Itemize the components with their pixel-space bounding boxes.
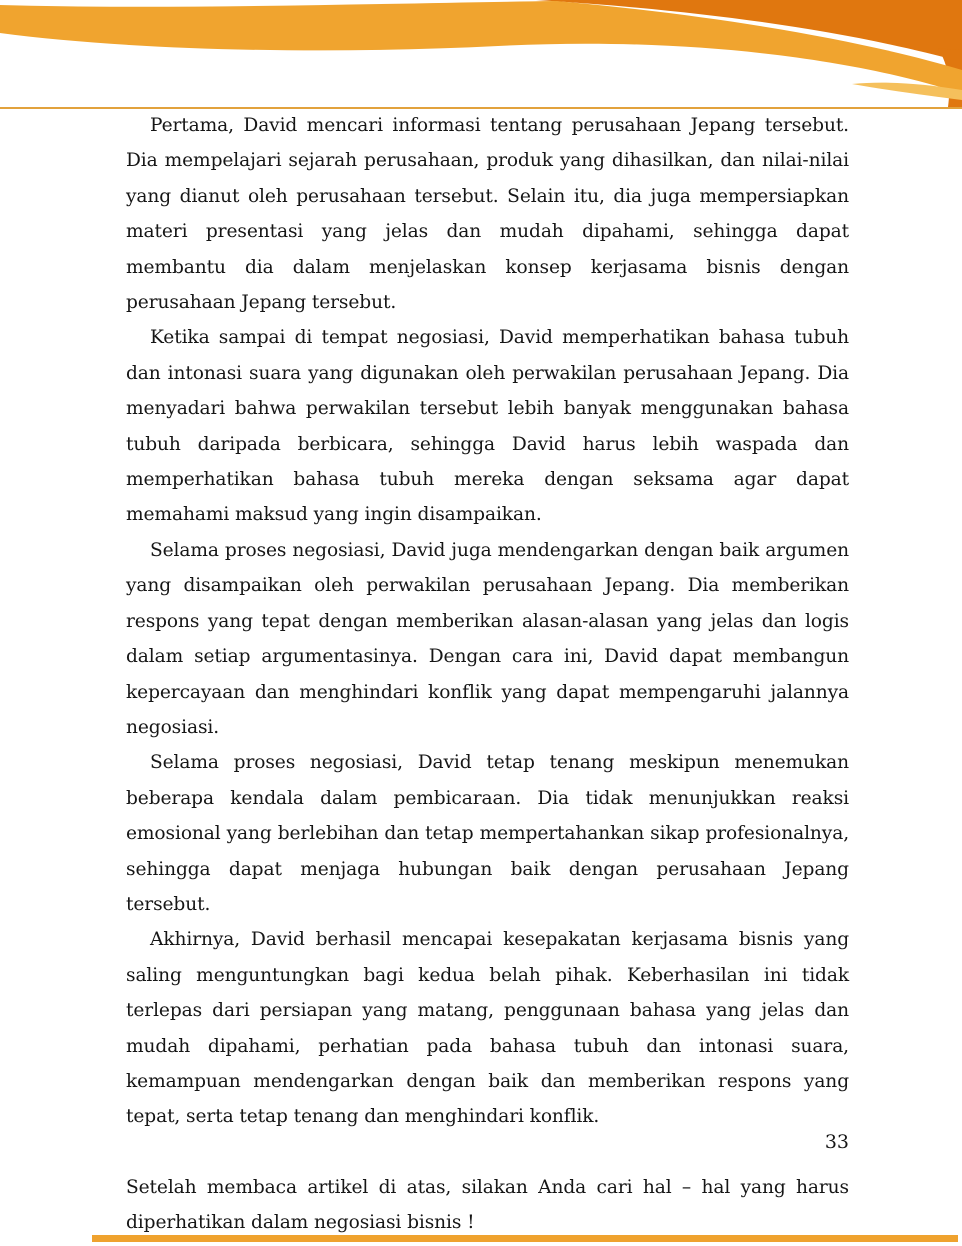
paragraph: Selama proses negosiasi, David juga mendengarkan dengan baik argumen yang disampaikan oleh perwakilan perusahaan Jepang. Dia memberikan respons yang tepat dengan memberikan alasan-alasan yang jelas dan logis dalam setiap argumentasinya. Dengan cara ini, David dapat membangun kepercayaan dan menghindari konflik yang dapat mempengaruhi jalannya negosiasi. [126, 539, 849, 738]
closing-instruction: Setelah membaca artikel di atas, silakan Anda cari hal – hal yang harus diperhatikan dalam negosiasi bisnis ! [126, 1176, 849, 1234]
page-number: 33 [824, 1131, 849, 1153]
paragraph: Ketika sampai di tempat negosiasi, David memperhatikan bahasa tubuh dan intonasi suara yang digunakan oleh perwakilan perusahaan Jepang. Dia menyadari bahwa perwakilan tersebut lebih banyak menggunakan bahasa tubuh daripada berbicara, sehingga David harus lebih waspada dan memperhatikan bahasa tubuh mereka dengan seksama agar dapat memahami maksud yang ingin disampaikan. [126, 327, 849, 526]
paragraph: Selama proses negosiasi, David tetap tenang meskipun menemukan beberapa kendala dalam pembicaraan. Dia tidak menunjukkan reaksi emosional yang berlebihan dan tetap mempertahankan sikap profesionalnya, sehingga dapat menjaga hubungan baik dengan perusahaan Jepang tersebut. [126, 752, 849, 915]
article-body [126, 108, 849, 1241]
footer-bar [92, 1235, 958, 1242]
paragraph: Akhirnya, David berhasil mencapai kesepakatan kerjasama bisnis yang saling menguntungkan bagi kedua belah pihak. Keberhasilan ini tidak terlepas dari persiapan yang matang, penggunaan bahasa yang jelas dan mudah dipahami, perhatian pada bahasa tubuh dan intonasi suara, kemampuan mendengarkan dengan baik dan memberikan respons yang tepat, serta tetap tenang dan menghindari konflik. [126, 929, 849, 1128]
paragraph: Pertama, David mencari informasi tentang perusahaan Jepang tersebut. Dia mempelajari sejarah perusahaan, produk yang dihasilkan, dan nilai-nilai yang dianut oleh perusahaan tersebut. Selain itu, dia juga mempersiapkan materi presentasi yang jelas dan mudah dipahami, sehingga dapat membantu dia dalam menjelaskan konsep kerjasama bisnis dengan perusahaan Jepang tersebut. [126, 115, 849, 314]
header-swoosh-decoration [0, 0, 962, 112]
